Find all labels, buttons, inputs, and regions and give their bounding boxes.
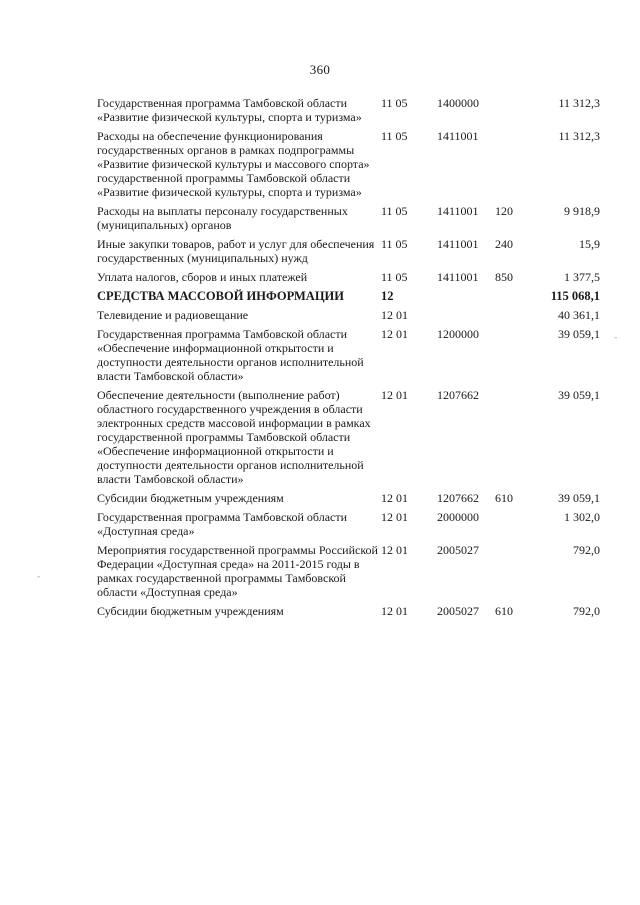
row-target-article — [437, 289, 495, 308]
row-section-code: 12 — [381, 289, 394, 303]
row-target-article: 1411001 — [437, 204, 479, 218]
row-name-cell: СРЕДСТВА МАССОВОЙ ИНФОРМАЦИИ — [97, 289, 345, 303]
row-expense-type — [495, 327, 540, 388]
row-name-cell: Мероприятия государственной программы Российской Федерации «Доступная среда» на 2011-2015 годы в рамках государственной программы Тамбовской области «Доступная среда» — [97, 543, 378, 599]
table-row — [97, 237, 600, 270]
table-row — [97, 96, 600, 129]
row-amount: 1 302,0 — [564, 510, 600, 524]
row-name-cell: Субсидии бюджетным учреждениям — [97, 491, 284, 505]
row-expense-type: 610 — [495, 491, 513, 505]
row-amount: 115 068,1 — [550, 289, 600, 303]
budget-table-body — [97, 96, 600, 623]
row-expense-type — [495, 510, 540, 543]
row-expense-type: 240 — [495, 237, 513, 251]
row-target-article: 2005027 — [437, 543, 479, 557]
row-section-code: 12 01 — [381, 543, 408, 557]
row-amount: 1 377,5 — [564, 270, 600, 284]
row-target-article: 1411001 — [437, 270, 479, 284]
row-expense-type — [495, 308, 540, 327]
row-expense-type — [495, 129, 540, 204]
row-amount: 40 361,1 — [558, 308, 600, 322]
row-target-article: 1411001 — [437, 129, 479, 143]
row-amount: 9 918,9 — [564, 204, 600, 218]
margin-tick-mark: - — [37, 572, 41, 582]
row-name-cell: Обеспечение деятельности (выполнение работ) областного государственного учреждения в области электронных средств массовой информации в рамках государственной программы Тамбовской области «Обеспечение информационной открытости и доступности деятельности органов исполнительной власти Тамбовской области» — [97, 388, 371, 486]
row-section-code: 11 05 — [381, 129, 408, 143]
row-expense-type — [495, 543, 540, 604]
table-row — [97, 388, 600, 491]
row-section-code: 12 01 — [381, 604, 408, 618]
row-target-article — [437, 308, 495, 327]
row-target-article: 1207662 — [437, 491, 479, 505]
row-name-cell: Расходы на выплаты персоналу государственных (муниципальных) органов — [97, 204, 348, 232]
row-name-cell: Телевидение и радиовещание — [97, 308, 249, 322]
table-row — [97, 308, 600, 327]
row-amount: 11 312,3 — [558, 96, 600, 110]
row-target-article: 1411001 — [437, 237, 479, 251]
table-row — [97, 270, 600, 289]
row-name-cell: Расходы на обеспечение функционирования государственных органов в рамках подпрограммы «Развитие физической культуры и массового спорта» государственной программы Тамбовской области «Развитие физической культуры, спорта и туризма» — [97, 129, 370, 199]
row-target-article: 2005027 — [437, 604, 479, 618]
row-section-code: 11 05 — [381, 204, 408, 218]
margin-tick-mark: - — [614, 333, 618, 343]
row-target-article: 1400000 — [437, 96, 479, 110]
row-name-cell: Государственная программа Тамбовской области «Доступная среда» — [97, 510, 348, 538]
table-row — [97, 491, 600, 510]
table-row — [97, 327, 600, 388]
row-section-code: 12 01 — [381, 510, 408, 524]
budget-table — [97, 96, 600, 623]
row-section-code: 12 01 — [381, 308, 408, 322]
row-section-code: 11 05 — [381, 237, 408, 251]
row-section-code: 11 05 — [381, 270, 408, 284]
row-section-code: 12 01 — [381, 388, 408, 402]
table-row — [97, 510, 600, 543]
row-expense-type: 610 — [495, 604, 513, 618]
row-expense-type: 850 — [495, 270, 513, 284]
row-name-cell: Государственная программа Тамбовской области «Обеспечение информационной открытости и доступности деятельности органов исполнительной власти Тамбовской области» — [97, 327, 364, 383]
row-expense-type — [495, 289, 540, 308]
row-name-cell: Государственная программа Тамбовской области «Развитие физической культуры, спорта и туризма» — [97, 96, 362, 124]
table-section-row — [97, 289, 600, 308]
row-expense-type — [495, 388, 540, 491]
row-amount: 15,9 — [579, 237, 600, 251]
page-number: 360 — [309, 62, 331, 77]
table-row — [97, 543, 600, 604]
row-name-cell: Иные закупки товаров, работ и услуг для обеспечения государственных (муниципальных) нужд — [97, 237, 375, 265]
row-amount: 792,0 — [573, 604, 600, 618]
row-expense-type — [495, 96, 540, 129]
row-target-article: 1207662 — [437, 388, 479, 402]
row-section-code: 12 01 — [381, 491, 408, 505]
row-amount: 39 059,1 — [558, 327, 600, 341]
row-amount: 792,0 — [573, 543, 600, 557]
row-amount: 39 059,1 — [558, 388, 600, 402]
row-amount: 39 059,1 — [558, 491, 600, 505]
row-section-code: 12 01 — [381, 327, 408, 341]
row-amount: 11 312,3 — [558, 129, 600, 143]
table-row — [97, 129, 600, 204]
table-row — [97, 204, 600, 237]
row-target-article: 1200000 — [437, 327, 479, 341]
table-row — [97, 604, 600, 623]
row-section-code: 11 05 — [381, 96, 408, 110]
row-target-article: 2000000 — [437, 510, 479, 524]
row-name-cell: Уплата налогов, сборов и иных платежей — [97, 270, 308, 284]
row-expense-type: 120 — [495, 204, 513, 218]
row-name-cell: Субсидии бюджетным учреждениям — [97, 604, 284, 618]
